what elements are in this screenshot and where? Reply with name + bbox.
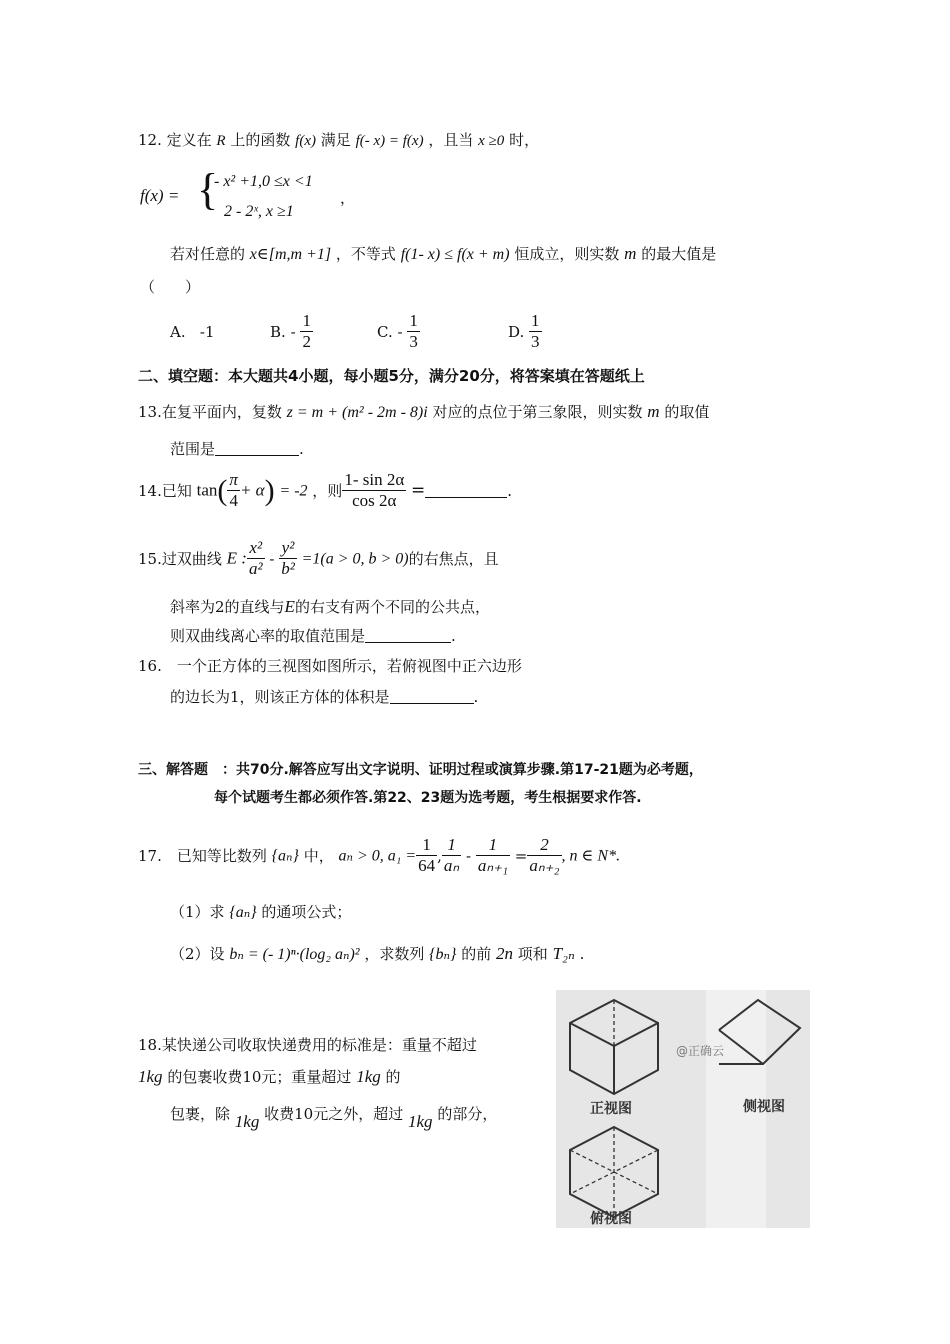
q12-piece2: 2 - 2ˣ, x ≥1	[224, 203, 294, 220]
q13-line1: 13.在复平面内，复数 z = m + (m² - 2m - 8)i 对应的点位于第三象限，则实数 m 的取值	[138, 402, 710, 421]
q14-pi-over-4: $\frac{\pi}{4}$	[229, 470, 238, 511]
q12-brace: {	[197, 165, 219, 214]
top-view-label: 俯视图	[590, 1211, 632, 1227]
q16-answer-blank[interactable]	[390, 689, 474, 704]
q14-line: 14.已知 tan( $\frac{\pi}{4}$ + α) = -2 ，则 $\frac{1- \sin 2\alpha}{\cos 2\alpha}$ = .	[138, 470, 513, 511]
q12-paren: （ ）	[140, 278, 201, 296]
q12-option-c: C. - $\frac{1}{3}$	[377, 311, 418, 352]
watermark: @正确云	[676, 1044, 725, 1058]
q17-part2: （2）设 bₙ = (- 1)ⁿ·(log₂ aₙ)² ，求数列 {bₙ} 的前 2n 项和 T₂ₙ .	[170, 944, 585, 963]
q18-line3: 包裹，除 1kg 收费10元之外，超过 1kg 的部分，	[170, 1105, 498, 1131]
q15-line3: 则双曲线离心率的取值范围是 .	[170, 627, 456, 645]
q18-line2: 1kg 的包裹收费10元；重量超过 1kg 的	[138, 1067, 401, 1086]
q12-line1: 12. 定义在 R 上的函数 f(x) 满足 f(- x) = f(x) ，且当 x ≥0 时，	[138, 131, 540, 149]
q12-option-a: A. -1	[170, 323, 215, 341]
q15-x-fraction: $\frac{\text{x²}}{\text{a²}}$	[248, 538, 263, 579]
q12-option-d-fraction: $\frac{1}{3}$	[531, 311, 540, 352]
q13-line2: 范围是 .	[170, 440, 304, 458]
q12-option-d: D. $\frac{1}{3}$	[508, 311, 540, 352]
q17-line1: 17. 已知等比数列 {aₙ} 中， aₙ > 0, a₁ = $\frac{1}{64}$ , $\frac{1}{\text{aₙ}}$ - $\frac{1}{\text{aₙ₊₁}}$ = $\frac{2}{\text{aₙ₊₂}}$ , n ∈ N*.	[138, 835, 621, 876]
q14-target-fraction: $\frac{1- \sin 2\alpha}{\cos 2\alpha}$	[344, 470, 405, 511]
section3-heading-line2: 每个试题考生都必须作答.第22、23题为选考题，考生根据要求作答.	[214, 790, 642, 806]
q16-line1: 16. 一个正方体的三视图如图所示，若俯视图中正六边形	[138, 657, 522, 675]
side-view-label: 侧视图	[743, 1099, 785, 1115]
q12-option-b-fraction: $\frac{1}{2}$	[302, 311, 311, 352]
q16-line2: 的边长为1，则该正方体的体积是 .	[170, 688, 479, 706]
q13-answer-blank[interactable]	[215, 441, 299, 456]
q17-frac-1-an1: $\frac{1}{\text{aₙ₊₁}}$	[477, 835, 509, 876]
q15-answer-blank[interactable]	[365, 628, 451, 643]
q12-option-c-fraction: $\frac{1}{3}$	[409, 311, 418, 352]
q12-piece1: - x² +1,0 ≤x <1	[214, 173, 313, 190]
q12-piecewise-lhs: f(x) =	[140, 186, 180, 205]
q17-part1: （1）求 {aₙ} 的通项公式；	[170, 903, 352, 921]
front-view-label: 正视图	[590, 1101, 632, 1117]
q15-line2: 斜率为2的直线与E的右支有两个不同的公共点，	[170, 597, 490, 616]
q12-option-b: B. - $\frac{1}{2}$	[270, 311, 311, 352]
front-view-hexagon	[570, 1000, 658, 1094]
q17-frac-1-an: $\frac{1}{\text{aₙ}}$	[443, 835, 460, 876]
section3-heading-line1: 三、解答题 ：共70分.解答应写出文字说明、证明过程或演算步骤.第17-21题为必考题，	[138, 762, 703, 778]
q15-y-fraction: $\frac{\text{y²}}{\text{b²}}$	[281, 538, 295, 579]
section2-heading: 二、填空题：本大题共4小题，每小题5分，满分20分，将答案填在答题纸上	[138, 367, 645, 385]
top-view-hexagon	[570, 1127, 658, 1217]
q12-piece-end: ，	[340, 189, 356, 207]
q15-line1: 15.过双曲线 E : $\frac{\text{x²}}{\text{a²}}$ - $\frac{\text{y²}}{\text{b²}}$ =1(a > 0, b > 0)的右焦点，且	[138, 538, 499, 579]
q17-frac-1-64: $\frac{1}{64}$	[418, 835, 436, 876]
q17-frac-2-an2: $\frac{2}{\text{aₙ₊₂}}$	[529, 835, 560, 876]
q12-line3: 若对任意的 x∈[m,m +1] ，不等式 f(1- x) ≤ f(x + m) 恒成立，则实数 m 的最大值是	[170, 244, 717, 263]
q14-answer-blank[interactable]	[425, 483, 507, 498]
q18-line1: 18.某快递公司收取快递费用的标准是：重量不超过	[138, 1036, 477, 1054]
three-view-figure	[556, 990, 810, 1228]
